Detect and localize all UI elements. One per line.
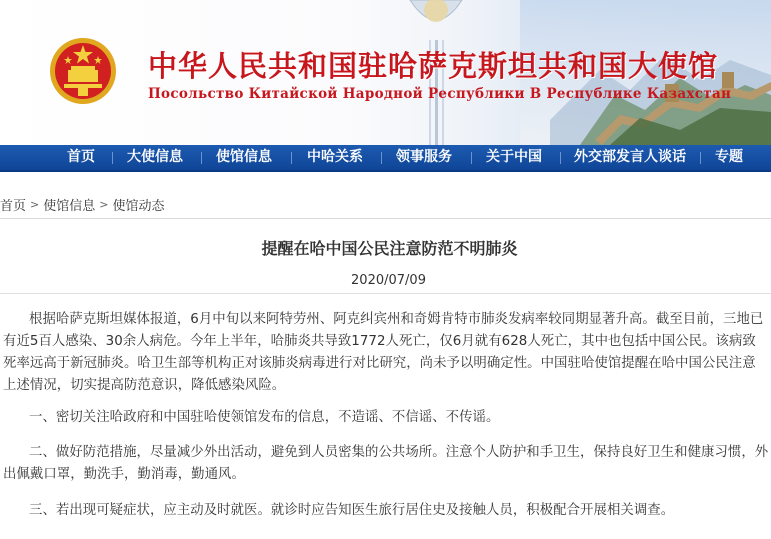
article-paragraph: 二、做好防范措施，尽量减少外出活动，避免到人员密集的公共场所。注意个人防护和手卫生，保持良好卫生和健康习惯，外出佩戴口罩，勤洗手，勤消毒，勤通风。 <box>3 445 769 482</box>
nav-separator <box>700 152 701 164</box>
site-title-chinese: 中华人民共和国驻哈萨克斯坦共和国大使馆 <box>148 49 719 83</box>
breadcrumb-divider <box>0 218 771 219</box>
breadcrumb-separator: > <box>99 198 109 211</box>
nav-separator <box>471 152 472 164</box>
nav-separator <box>291 152 292 164</box>
nav-separator <box>560 152 561 164</box>
breadcrumb-embassy-news[interactable]: 使馆动态 <box>112 199 165 214</box>
nav-item-home[interactable]: 首页 <box>67 149 95 165</box>
nav-separator <box>112 152 113 164</box>
breadcrumb-separator: > <box>30 198 40 211</box>
header-banner <box>0 0 771 145</box>
nav-item-spokesperson[interactable]: 外交部发言人谈话 <box>574 149 686 165</box>
nav-item-embassy-info[interactable]: 使馆信息 <box>216 149 272 165</box>
article-paragraph: 根据哈萨克斯坦媒体报道，6月中旬以来阿特劳州、阿克纠宾州和奇姆肯特市肺炎发病率较同期显著升高。截至目前，三地已有近5百人感染、30余人病危。今年上半年，哈肺炎共导致1772人死亡，仅6月就有628人死亡，其中也包括中国公民。该病致死率远高于新冠肺炎。哈卫生部等机构正对该肺炎病毒进行对比研究，尚未予以明确定性。中国驻哈使馆提醒在哈中国公民注意上述情况，切实提高防范意识，降低感染风险。 <box>3 312 764 393</box>
nav-item-ambassador[interactable]: 大使信息 <box>127 149 183 165</box>
nav-item-about-china[interactable]: 关于中国 <box>486 149 542 165</box>
article-paragraph: 三、若出现可疑症状，应主动及时就医。就诊时应告知医生旅行居住史及接触人员，积极配合开展相关调查。 <box>29 503 675 518</box>
nav-separator <box>381 152 382 164</box>
nav-item-consular[interactable]: 领事服务 <box>396 149 452 165</box>
article-title: 提醒在哈中国公民注意防范不明肺炎 <box>261 239 518 258</box>
article-date: 2020/07/09 <box>351 273 426 288</box>
breadcrumb-embassy-info[interactable]: 使馆信息 <box>43 199 96 214</box>
site-title-russian: Посольство Китайской Народной Республики В Республике Казахстан <box>148 86 732 102</box>
nav-separator <box>201 152 202 164</box>
breadcrumb <box>0 195 164 214</box>
nav-item-topics[interactable]: 专题 <box>715 149 743 165</box>
main-nav-bar <box>0 145 771 172</box>
article-divider <box>0 293 771 294</box>
breadcrumb-home[interactable]: 首页 <box>0 199 27 214</box>
national-emblem-icon <box>48 36 118 106</box>
nav-item-relations[interactable]: 中哈关系 <box>307 149 363 165</box>
article-paragraph: 一、密切关注哈政府和中国驻哈使领馆发布的信息，不造谣、不信谣、不传谣。 <box>29 410 500 425</box>
